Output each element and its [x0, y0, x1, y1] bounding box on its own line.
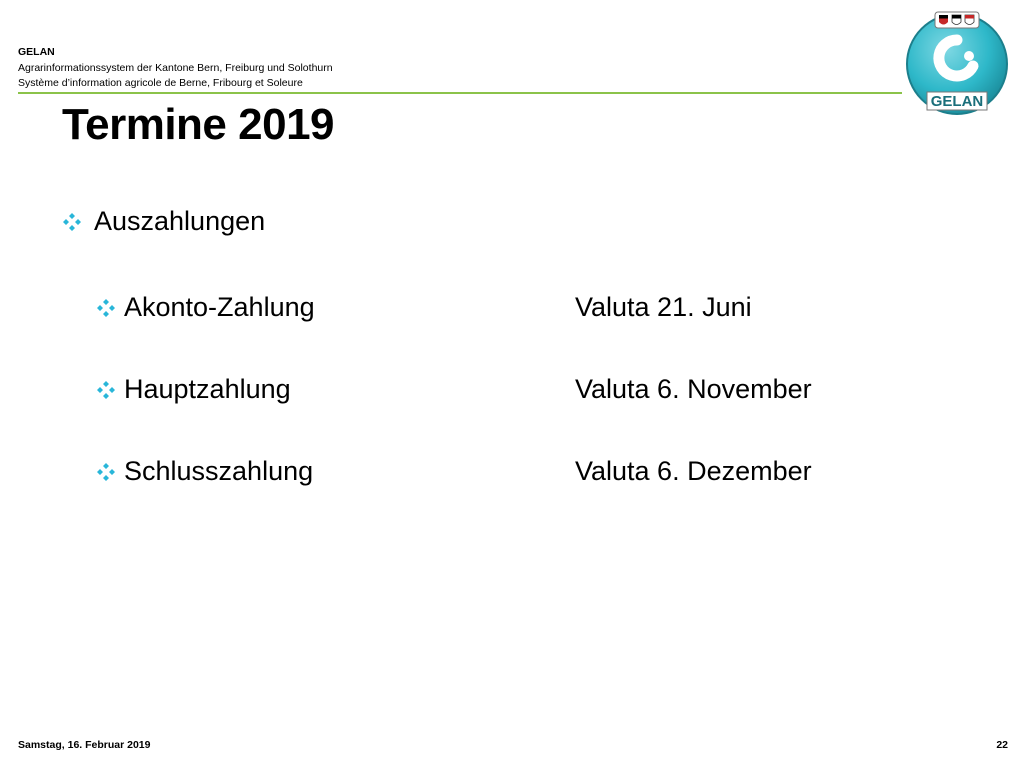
diamond-bullet-icon [96, 380, 116, 400]
item-value: Valuta 6. Dezember [575, 456, 812, 486]
gelan-logo [903, 8, 1011, 116]
list-item [96, 292, 315, 323]
diamond-bullet-icon [62, 212, 82, 232]
footer-date: Samstag, 16. Februar 2019 [18, 739, 151, 751]
header-block [18, 45, 333, 92]
item-value: Valuta 6. November [575, 374, 812, 404]
diamond-bullet-icon [96, 462, 116, 482]
list-item [96, 374, 291, 405]
section-label: Auszahlungen [94, 206, 266, 236]
page-number: 22 [996, 739, 1008, 751]
slide-title: Termine 2019 [62, 100, 335, 149]
item-label: Akonto-Zahlung [124, 292, 315, 322]
header-org: GELAN [18, 46, 55, 58]
section-bullet [62, 206, 265, 237]
list-item [96, 456, 313, 487]
header-line-de: Agrarinformationssystem der Kantone Bern, Freiburg und Solothurn [18, 61, 333, 74]
item-label: Schlusszahlung [124, 456, 314, 486]
logo-text: GELAN [930, 93, 984, 110]
item-label: Hauptzahlung [124, 374, 291, 404]
header-line-fr: Système d’information agricole de Berne, Fribourg et Soleure [18, 77, 303, 89]
item-value: Valuta 21. Juni [575, 292, 752, 322]
header-divider [18, 92, 902, 94]
diamond-bullet-icon [96, 298, 116, 318]
